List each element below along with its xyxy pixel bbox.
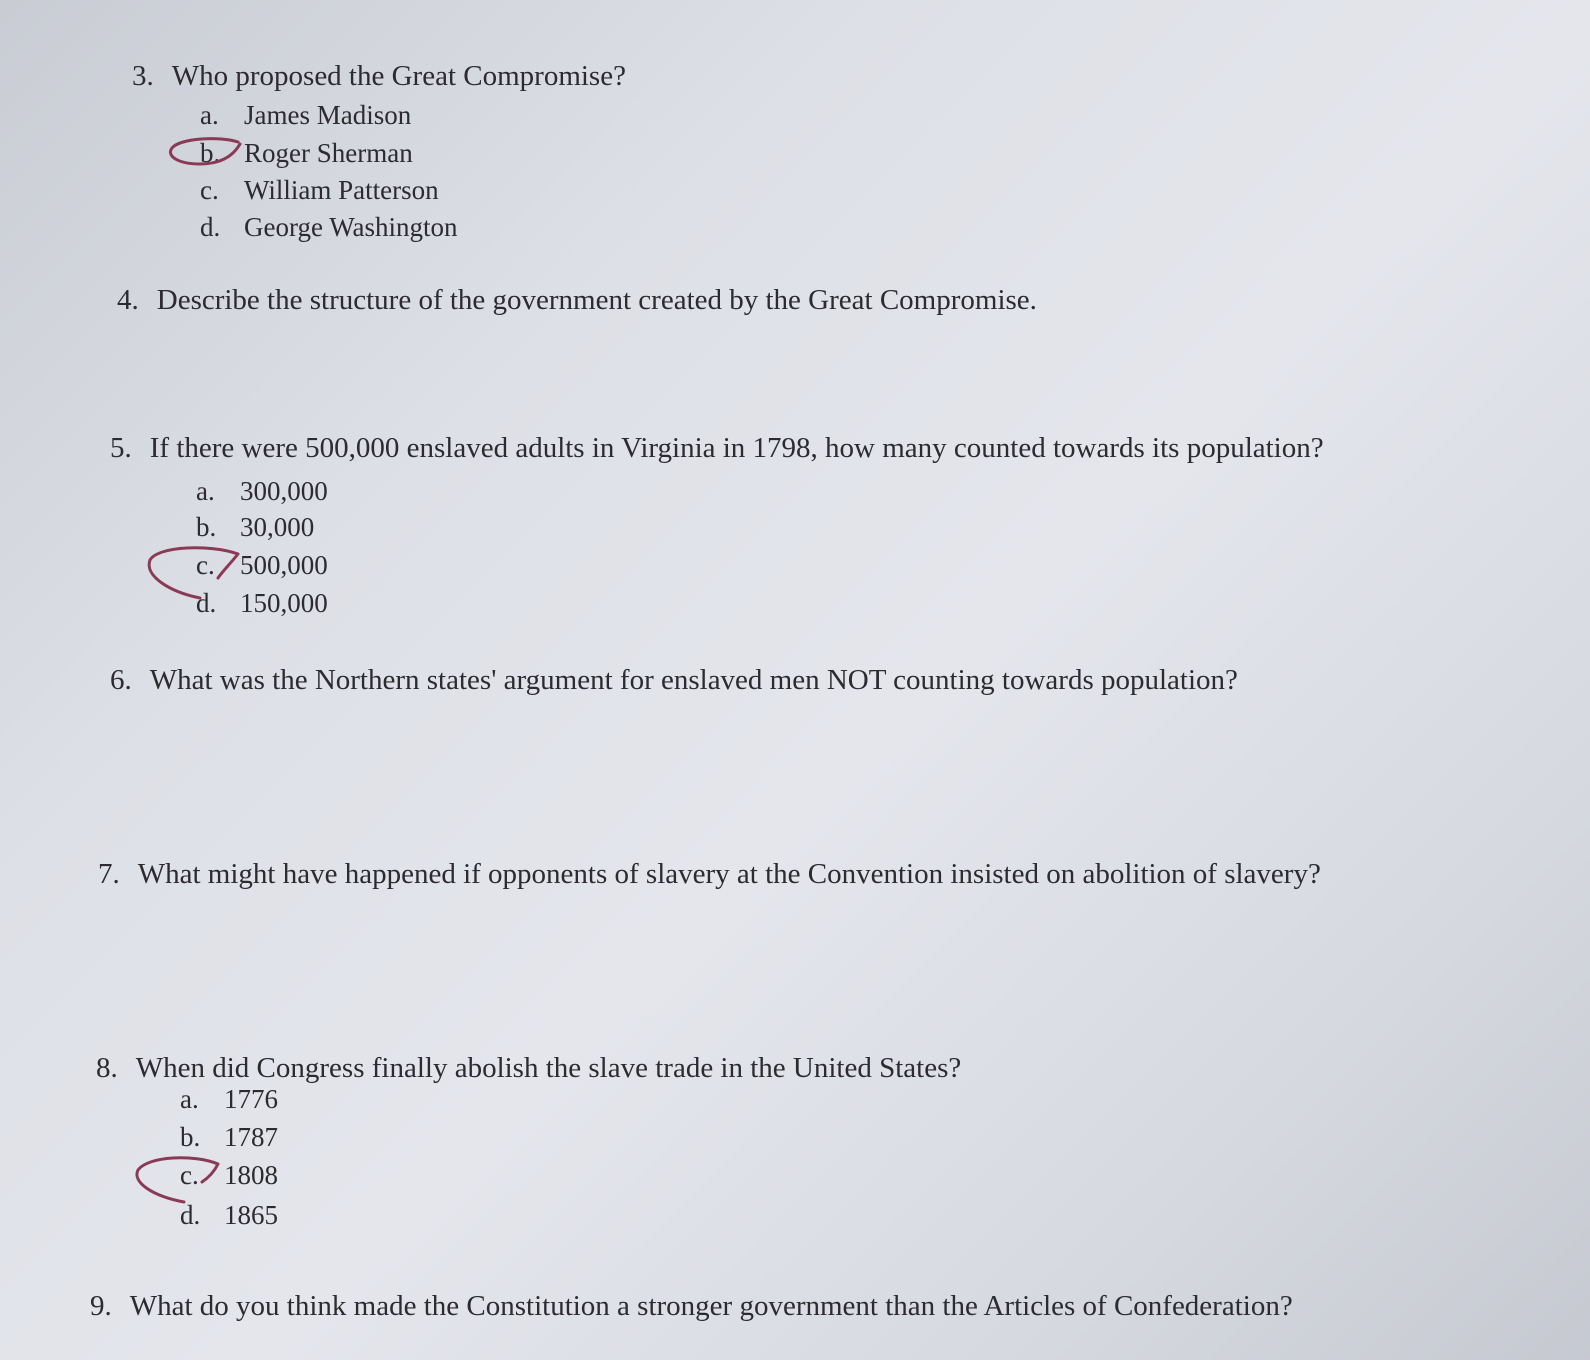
question-number: 4. [117, 284, 139, 316]
option-letter: c. [180, 1160, 199, 1190]
question-text: What was the Northern states' argument for enslaved men NOT counting towards population? [149, 664, 1238, 696]
option-letter: b. [180, 1122, 201, 1152]
question-number: 3. [132, 60, 154, 92]
option-8d [180, 1200, 278, 1231]
option-5d [196, 588, 328, 619]
option-text: 1787 [224, 1122, 278, 1152]
option-letter: d. [200, 212, 221, 242]
question-8 [96, 1052, 961, 1085]
option-text: 1808 [224, 1160, 278, 1190]
option-letter: b. [196, 512, 217, 542]
option-letter: b. [200, 138, 221, 168]
question-4 [117, 284, 1037, 317]
question-number: 6. [110, 664, 132, 696]
question-text: Who proposed the Great Compromise? [171, 60, 626, 92]
option-5c [196, 550, 328, 581]
question-3 [132, 60, 626, 93]
option-text: 1776 [224, 1084, 278, 1114]
question-number: 8. [96, 1052, 118, 1084]
option-3b [200, 138, 413, 169]
question-text: What do you think made the Constitution a stronger government than the Articles of Confederation? [129, 1290, 1293, 1322]
option-5a [196, 476, 328, 507]
option-3d [200, 212, 458, 243]
option-text: William Patterson [244, 175, 439, 205]
option-letter: a. [180, 1084, 199, 1114]
option-text: 150,000 [240, 588, 328, 618]
question-number: 7. [98, 858, 120, 890]
option-letter: c. [196, 550, 215, 580]
option-text: George Washington [244, 212, 458, 242]
option-letter: d. [196, 588, 217, 618]
option-letter: a. [200, 100, 219, 130]
option-letter: d. [180, 1200, 201, 1230]
option-letter: c. [200, 175, 219, 205]
question-9 [90, 1290, 1293, 1323]
option-letter: a. [196, 476, 215, 506]
option-8a [180, 1084, 278, 1115]
question-7 [98, 858, 1321, 891]
question-number: 9. [90, 1290, 112, 1322]
option-text: James Madison [244, 100, 412, 130]
option-text: 500,000 [240, 550, 328, 580]
question-number: 5. [110, 432, 132, 464]
option-text: 300,000 [240, 476, 328, 506]
option-text: 30,000 [240, 512, 315, 542]
option-text: 1865 [224, 1200, 278, 1230]
question-text: What might have happened if opponents of slavery at the Convention insisted on abolition of slavery? [137, 858, 1321, 890]
question-text: If there were 500,000 enslaved adults in Virginia in 1798, how many counted towards its population? [149, 432, 1324, 464]
option-3a [200, 100, 411, 131]
option-5b [196, 512, 314, 543]
option-text: Roger Sherman [244, 138, 413, 168]
question-text: When did Congress finally abolish the slave trade in the United States? [135, 1052, 962, 1084]
option-8c [180, 1160, 278, 1191]
question-6 [110, 664, 1238, 697]
option-8b [180, 1122, 278, 1153]
question-5 [110, 432, 1324, 465]
question-text: Describe the structure of the government created by the Great Compromise. [156, 284, 1037, 316]
option-3c [200, 175, 439, 206]
